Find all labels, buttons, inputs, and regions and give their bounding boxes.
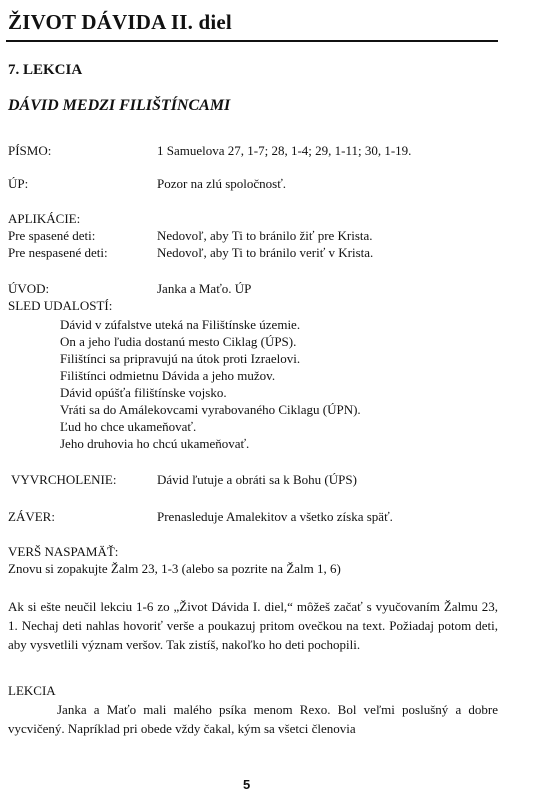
event-item: Jeho druhovia ho chcú ukameňovať. (60, 436, 250, 451)
scripture-label: PÍSMO: (8, 143, 52, 158)
saved-children-value: Nedovoľ, aby Ti to bránilo žiť pre Krista. (157, 228, 373, 243)
lesson-section-text: Janka a Maťo mali malého psíka menom Rexo. Bol veľmi poslušný a dobre vycvičený. Napríklad pri obede vždy čakal, kým sa všetci členovia (8, 702, 498, 736)
memory-verse-label: VERŠ NASPAMÄŤ: (8, 544, 119, 559)
climax-label: VYVRCHOLENIE: (11, 472, 117, 487)
climax-value: Dávid ľutuje a obráti sa k Bohu (ÚPS) (157, 472, 357, 487)
event-item: Ľud ho chce ukameňovať. (60, 419, 197, 434)
unsaved-children-label: Pre nespasené deti: (8, 245, 108, 260)
event-item: Dávid v zúfalstve uteká na Filištínske územie. (60, 317, 301, 332)
event-item: Filištínci sa pripravujú na útok proti Izraelovi. (60, 351, 301, 366)
scripture-value: 1 Samuelova 27, 1-7; 28, 1-4; 29, 1-11; 30, 1-19. (157, 143, 412, 158)
event-item: Vráti sa do Amálekovcami vyrabovaného Ciklagu (ÚPN). (60, 402, 361, 417)
aim-label: ÚP: (8, 176, 29, 191)
aim-value: Pozor na zlú spoločnosť. (157, 176, 287, 191)
memory-verse-text: Znovu si zopakujte Žalm 23, 1-3 (alebo sa pozrite na Žalm 1, 6) (8, 561, 341, 576)
header-rule (6, 40, 498, 42)
page-number: 5 (243, 777, 251, 792)
conclusion-value: Prenasleduje Amalekitov a všetko získa späť. (157, 509, 393, 524)
lesson-section-label: LEKCIA (8, 683, 56, 698)
running-header: ŽIVOT DÁVIDA II. diel (8, 10, 232, 34)
intro-value: Janka a Maťo. ÚP (157, 281, 252, 296)
lesson-title: DÁVID MEDZI FILIŠTÍNCAMI (8, 97, 231, 114)
unsaved-children-value: Nedovoľ, aby Ti to bránilo veriť v Krista. (157, 245, 374, 260)
saved-children-label: Pre spasené deti: (8, 228, 96, 243)
conclusion-label: ZÁVER: (8, 509, 55, 524)
teacher-note: Ak si ešte neučil lekciu 1-6 zo „Život Dávida I. diel,“ môžeš začať s vyučovaním Žalmu 23, 1. Nechaj deti nahlas hovoriť verše a poukazuj pritom ovečkou na text. Požiadaj potom deti, aby vysvetlili význam veršov. Tak zistíš, nakoľko ho deti pochopili. (8, 599, 498, 652)
lesson-number: 7. LEKCIA (8, 62, 83, 78)
event-item: Dávid opúšťa filištínske vojsko. (60, 385, 227, 400)
event-item: On a jeho ľudia dostanú mesto Ciklag (ÚPS). (60, 334, 297, 349)
intro-label: ÚVOD: (8, 281, 50, 296)
events-label: SLED UDALOSTÍ: (8, 298, 113, 313)
event-item: Filištínci odmietnu Dávida a jeho mužov. (60, 368, 276, 383)
application-label: APLIKÁCIE: (8, 211, 81, 226)
